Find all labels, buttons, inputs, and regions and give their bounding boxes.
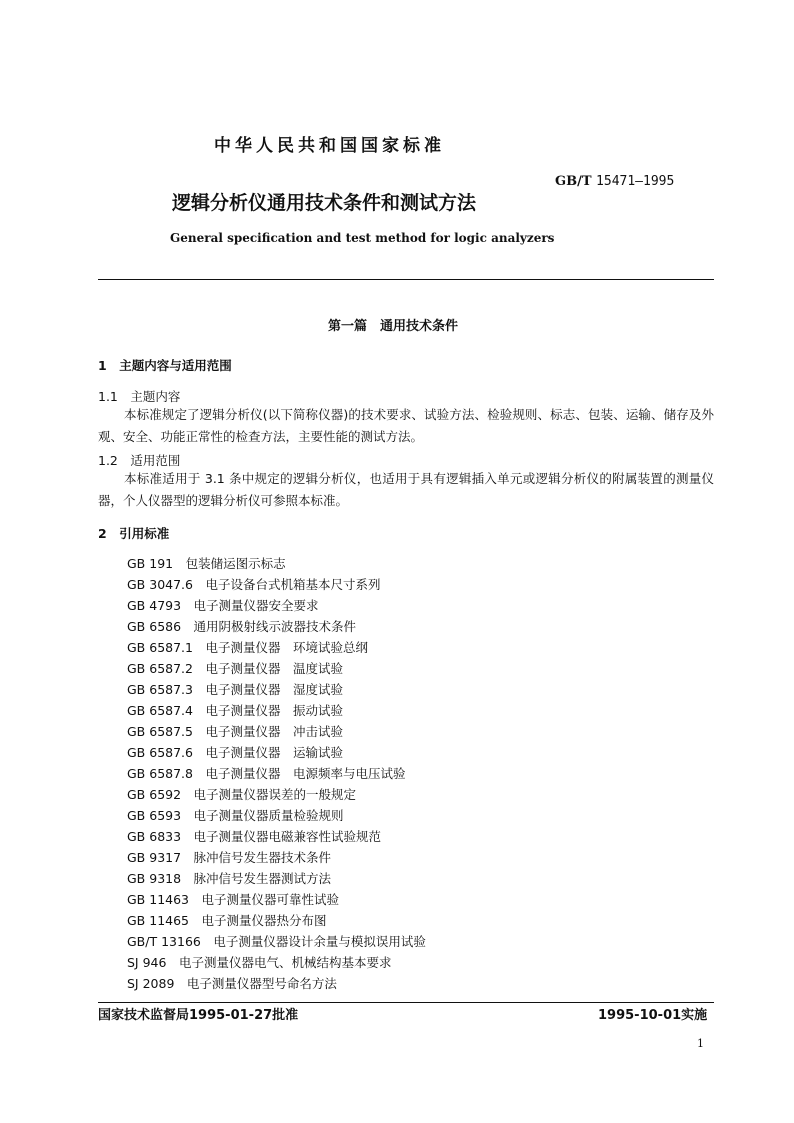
approval-line: 国家技术监督局1995-01-27批准 (98, 1008, 299, 1023)
section-1-2-heading: 1.2 适用范围 (98, 453, 181, 468)
page-number: 1 (697, 1037, 704, 1050)
national-standard-heading: 中华人民共和国国家标准 (214, 136, 445, 156)
section-2-heading: 2 引用标准 (98, 526, 170, 541)
reference-item: GB 6587.3 电子测量仪器 湿度试验 (127, 682, 343, 697)
reference-item: GB 6833 电子测量仪器电磁兼容性试验规范 (127, 829, 382, 844)
reference-item: GB 11465 电子测量仪器热分布图 (127, 913, 327, 928)
section-1-1-heading: 1.1 主题内容 (98, 389, 181, 404)
part-title: 第一篇 通用技术条件 (328, 319, 459, 334)
reference-item: GB 6587.4 电子测量仪器 振动试验 (127, 703, 343, 718)
reference-item: GB 4793 电子测量仪器安全要求 (127, 598, 319, 613)
reference-item: GB 9318 脉冲信号发生器测试方法 (127, 871, 332, 886)
reference-item: SJ 946 电子测量仪器电气、机械结构基本要求 (127, 955, 392, 970)
reference-item: GB 191 包装储运图示标志 (127, 556, 286, 571)
header-divider (98, 279, 714, 280)
document-title-en: General specification and test method for logic analyzers (170, 231, 555, 245)
reference-item: GB 6586 通用阴极射线示波器技术条件 (127, 619, 357, 634)
reference-item: GB 3047.6 电子设备台式机箱基本尺寸系列 (127, 577, 381, 592)
standard-number (555, 174, 674, 189)
reference-item: GB 6587.1 电子测量仪器 环境试验总纲 (127, 640, 368, 655)
section-1-heading: 1 主题内容与适用范围 (98, 358, 232, 373)
reference-item: GB/T 13166 电子测量仪器设计余量与模拟误用试验 (127, 934, 426, 949)
section-1-1-text: 本标准规定了逻辑分析仪(以下简称仪器)的技术要求、试验方法、检验规则、标志、包装、运输、储存及外观、安全、功能正常性的检查方法，主要性能的测试方法。 (98, 407, 714, 444)
implementation-date: 1995-10-01实施 (598, 1008, 708, 1023)
reference-item: GB 6592 电子测量仪器误差的一般规定 (127, 787, 357, 802)
standard-code: GB/T (555, 174, 592, 189)
footer-divider (98, 1002, 714, 1003)
reference-item: GB 11463 电子测量仪器可靠性试验 (127, 892, 340, 907)
reference-item: GB 6587.8 电子测量仪器 电源频率与电压试验 (127, 766, 406, 781)
reference-item: GB 9317 脉冲信号发生器技术条件 (127, 850, 332, 865)
standard-number-value: 15471—1995 (596, 174, 675, 189)
section-1-2-text: 本标准适用于 3.1 条中规定的逻辑分析仪，也适用于具有逻辑插入单元或逻辑分析仪的附属装置的测量仪器，个人仪器型的逻辑分析仪可参照本标准。 (98, 471, 714, 508)
reference-item: GB 6587.6 电子测量仪器 运输试验 (127, 745, 343, 760)
document-title-cn: 逻辑分析仪通用技术条件和测试方法 (172, 192, 477, 214)
reference-item: GB 6593 电子测量仪器质量检验规则 (127, 808, 344, 823)
reference-item: GB 6587.2 电子测量仪器 温度试验 (127, 661, 343, 676)
reference-item: SJ 2089 电子测量仪器型号命名方法 (127, 976, 337, 991)
reference-item: GB 6587.5 电子测量仪器 冲击试验 (127, 724, 343, 739)
